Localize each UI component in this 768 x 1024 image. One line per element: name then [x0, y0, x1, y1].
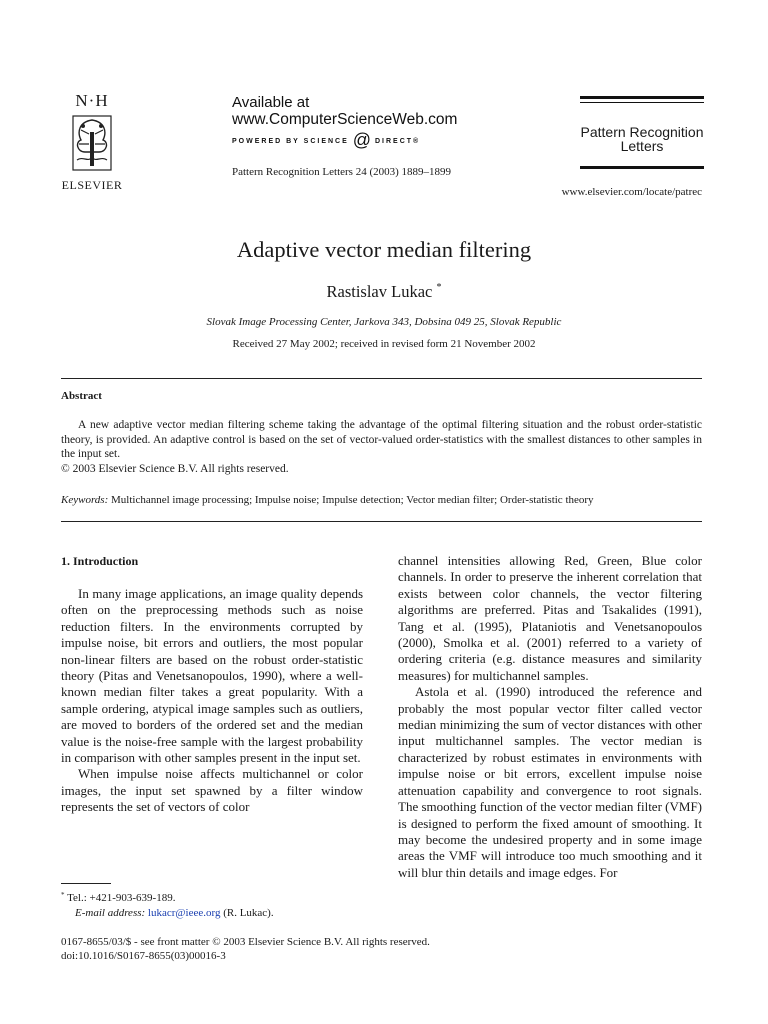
paragraph: channel intensities allowing Red, Green, Blue color channels. In order to preserve the inherent correlation that exists between color channels, the vector filtering algorithms are preferred. Pitas and Tsakalides (1991), Tang et al. (1995), Plataniotis and Venetsanopoulos (2000), Smolka et al. (2001) referred to a variety of ordering criteria (e.g. distance measures and similarity measures) for multichannel samples. — [398, 553, 702, 683]
footnote-mark: * — [61, 891, 65, 899]
email-suffix: (R. Lukac). — [223, 907, 274, 919]
issn-line: 0167-8655/03/$ - see front matter © 2003 Elsevier Science B.V. All rights reserved. — [61, 936, 430, 948]
publisher-logo — [56, 92, 128, 193]
author-affiliation: Slovak Image Processing Center, Jarkova 343, Dobsina 049 25, Slovak Republic — [206, 316, 562, 328]
footnotes — [61, 888, 274, 921]
paragraph: When impulse noise affects multichannel or color images, the input set spawned by a filter window represents the set of vectors of color — [61, 766, 363, 815]
author-line — [0, 282, 768, 302]
journal-brand-line1: Pattern Recognition — [580, 124, 704, 140]
brand-rule-bottom — [580, 166, 704, 169]
abstract-rule-bottom — [61, 521, 702, 522]
brand-rules-top — [580, 96, 704, 103]
author-footnote-mark[interactable]: * — [436, 282, 442, 293]
journal-brand — [576, 125, 708, 153]
doi-line[interactable]: doi:10.1016/S0167-8655(03)00016-3 — [61, 950, 226, 962]
footnote-tel-text: Tel.: +421-903-639-189. — [67, 892, 176, 904]
tree-emblem-icon — [69, 112, 115, 174]
availability-banner — [232, 94, 457, 151]
keywords — [61, 494, 594, 506]
abstract-text: A new adaptive vector median filtering scheme taking the advantage of the optimal filtering situation and the robust order-statistic theory, is provided. An adaptive control is based on the set of vector-valued order-statistics with the smallest distances to other samples in the input set. — [61, 419, 702, 460]
paragraph: Astola et al. (1990) introduced the reference and probably the most popular vector filter called vector median minimizing the sum of vector distances with other input multichannel samples. The vector median is characterized by robust estimates in environments with impulse noise or bit errors, excellent impulse noise attenuation capability and convergence to root signals. The smoothing function of the vector median filter (VMF) is designed to perform the fixed amount of smoothing. It may become the undesired property and in some image areas the VMF will introduce too much smoothing and it will blur thin details and image edges. For — [398, 684, 702, 880]
keywords-list: Multichannel image processing; Impulse noise; Impulse detection; Vector median filter; Order-statistic theory — [111, 494, 594, 506]
powered-by-label: POWERED BY SCIENCE — [232, 138, 349, 145]
trademark-icon: ® — [413, 138, 421, 145]
abstract-heading: Abstract — [61, 390, 102, 402]
abstract-rule-top — [61, 378, 702, 379]
article-metadata — [61, 935, 430, 963]
left-column — [61, 586, 363, 816]
footnote-tel — [61, 888, 274, 906]
journal-reference: Pattern Recognition Letters 24 (2003) 1889–1899 — [232, 166, 452, 178]
available-label: Available at — [232, 94, 310, 111]
received-dates: Received 27 May 2002; received in revised form 21 November 2002 — [232, 338, 536, 350]
paragraph: In many image applications, an image quality depends often on the preprocessing methods such as noise reduction filters. In the environments corrupted by impulse noise, bit errors and outliers, the most popular non-linear filters are based on the robust order-statistic theory (Pitas and Venetsanopoulos, 1990), where a well-known median filter takes a great popularity. With a sample ordering, atypical image samples such as outliers, are moved to borders of the ordered set and the median value is the noise-free sample with the largest probability in comparison with other samples present in the input set. — [61, 586, 363, 766]
powered-by-line — [232, 130, 457, 151]
powered-direct-label: DIRECT — [374, 138, 414, 145]
abstract-copyright: © 2003 Elsevier Science B.V. All rights reserved. — [61, 463, 289, 475]
footnote-rule — [61, 883, 111, 884]
publisher-name: ELSEVIER — [61, 178, 123, 192]
journal-url-link[interactable]: www.elsevier.com/locate/patrec — [561, 186, 702, 198]
author-name: Rastislav Lukac — [326, 282, 433, 301]
journal-brand-line2: Letters — [620, 138, 664, 154]
keywords-label: Keywords: — [61, 494, 109, 506]
article-title: Adaptive vector median filtering — [236, 237, 532, 262]
section-heading: 1. Introduction — [61, 554, 139, 568]
science-direct-at-icon: @ — [352, 130, 372, 150]
footnote-email — [61, 906, 274, 921]
available-site: www.ComputerScienceWeb.com — [232, 111, 458, 128]
email-link[interactable]: lukacr@ieee.org — [147, 907, 221, 919]
publisher-mark: N·H — [75, 91, 109, 110]
right-column — [398, 553, 702, 881]
email-label: E-mail address: — [75, 907, 146, 919]
